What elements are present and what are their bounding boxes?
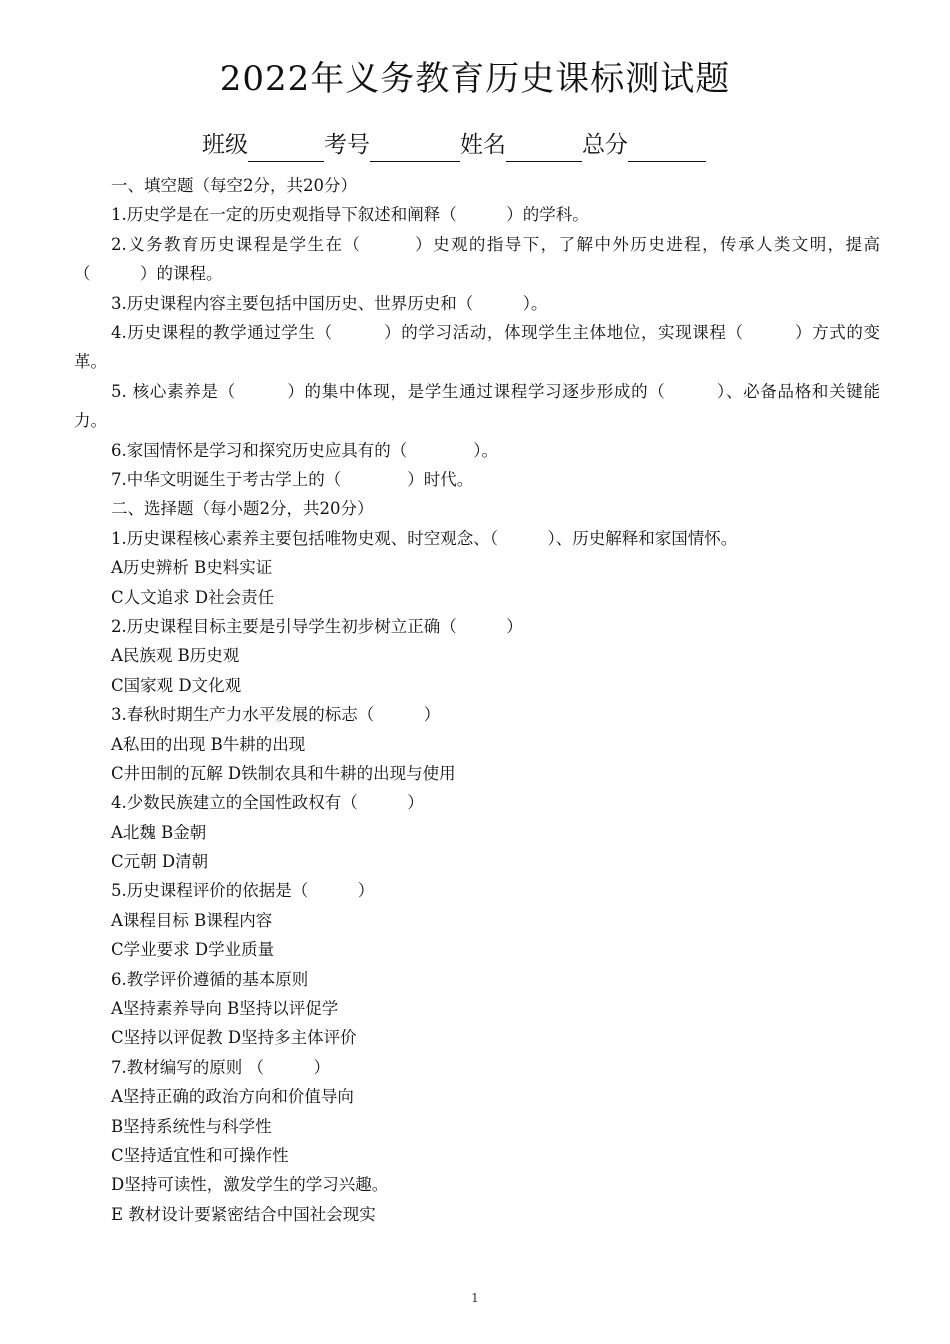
class-label: 班级 [202,132,248,158]
choice-options-5cd: C学业要求 D学业质量 [111,940,275,960]
choice-option-7c: C坚持适宜性和可操作性 [111,1145,289,1165]
name-blank[interactable] [506,131,582,162]
choice-options-2cd: C国家观 D文化观 [111,675,242,695]
choice-options-6cd: C坚持以评促教 D坚持多主体评价 [111,1028,357,1048]
fill-question-4: 4.历史课程的教学通过学生（ ）的学习活动，体现学生主体地位，实现课程（ ）方式的变革。 [74,322,880,372]
fill-question-1: 1.历史学是在一定的历史观指导下叙述和阐释（ ）的学科。 [111,205,589,225]
choice-options-2ab: A民族观 B历史观 [111,646,240,666]
choice-question-1: 1.历史课程核心素养主要包括唯物史观、时空观念、（ ）、历史解释和家国情怀。 [111,528,738,548]
exam-number-label: 考号 [324,132,370,158]
choice-options-5ab: A课程目标 B课程内容 [111,910,273,930]
fill-question-7: 7.中华文明诞生于考古学上的（ ）时代。 [111,470,474,489]
choice-question-5: 5.历史课程评价的依据是（ ） [111,881,375,901]
fill-question-2: 2.义务教育历史课程是学生在（ ）史观的指导下，了解中外历史进程，传承人类文明，提高（ ）的课程。 [74,234,880,284]
choice-option-7a: A坚持正确的政治方向和价值导向 [111,1087,354,1107]
fill-question-5: 5. 核心素养是（ ）的集中体现，是学生通过课程学习逐步形成的（ ）、必备品格和关键能力。 [74,381,880,431]
choice-options-3ab: A私田的出现 B牛耕的出现 [111,734,306,754]
choice-options-4ab: A北魏 B金朝 [111,822,207,842]
name-label: 姓名 [460,132,506,158]
choice-options-3cd: C井田制的瓦解 D铁制农具和牛耕的出现与使用 [111,763,456,783]
choice-question-6: 6.教学评价遵循的基本原则 [111,969,309,989]
section-heading-fill: 一、填空题（每空2分，共20分） [111,176,357,195]
choice-option-7e: E 教材设计要紧密结合中国社会现实 [111,1204,376,1224]
choice-options-4cd: C元朝 D清朝 [111,852,209,872]
fill-question-6: 6.家国情怀是学习和探究历史应具有的（ ）。 [111,440,498,460]
fill-question-3: 3.历史课程内容主要包括中国历史、世界历史和（ ）。 [111,293,548,313]
section-heading-choice: 二、选择题（每小题2分，共20分） [111,499,374,519]
total-score-label: 总分 [582,132,628,158]
choice-options-1ab: A历史辨析 B史料实证 [111,558,273,578]
choice-options-1cd: C人文追求 D社会责任 [111,587,275,607]
choice-question-7: 7.教材编写的原则 （ ） [111,1057,330,1077]
page-number: 1 [471,1291,479,1305]
class-blank[interactable] [248,131,324,162]
exam-number-blank[interactable] [370,131,460,162]
choice-option-7b: B坚持系统性与科学性 [111,1116,272,1136]
page-title: 2022年义务教育历史课标测试题 [219,59,731,99]
choice-question-2: 2.历史课程目标主要是引导学生初步树立正确（ ） [111,616,523,636]
choice-option-7d: D坚持可读性，激发学生的学习兴趣。 [111,1175,389,1195]
total-score-blank[interactable] [628,131,706,162]
choice-options-6ab: A坚持素养导向 B坚持以评促学 [111,999,339,1019]
choice-question-4: 4.少数民族建立的全国性政权有（ ） [111,793,424,813]
student-info-row [202,122,706,162]
exam-content [74,171,880,1229]
choice-question-3: 3.春秋时期生产力水平发展的标志（ ） [111,705,441,725]
